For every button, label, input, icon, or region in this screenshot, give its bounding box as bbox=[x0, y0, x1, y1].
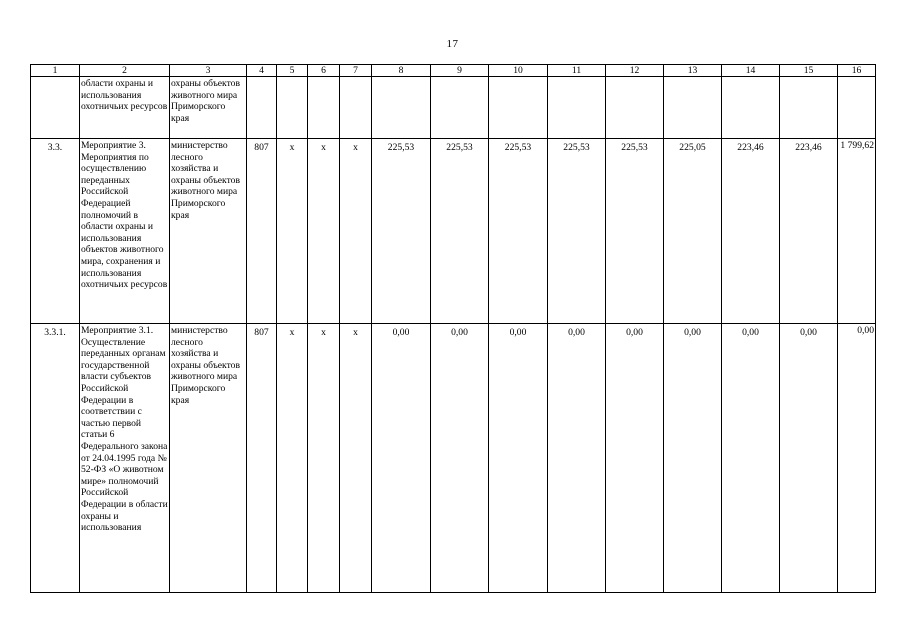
row-col5: x bbox=[277, 324, 308, 593]
row-value: 0,00 bbox=[722, 324, 780, 593]
row-col6: x bbox=[308, 324, 340, 593]
row-total bbox=[838, 77, 876, 139]
column-header: 15 bbox=[780, 65, 838, 77]
row-col7: x bbox=[340, 139, 372, 324]
column-header: 12 bbox=[606, 65, 664, 77]
row-total: 0,00 bbox=[838, 324, 876, 593]
row-value bbox=[664, 77, 722, 139]
column-header: 14 bbox=[722, 65, 780, 77]
row-value bbox=[780, 77, 838, 139]
row-value: 0,00 bbox=[606, 324, 664, 593]
column-header: 1 bbox=[31, 65, 80, 77]
row-name: Мероприятие 3. Мероприятия по осуществлению переданных Российской Федерацией полномочий в области охраны и использования объектов животного мира, сохранения и использования охотничьих ресурсов bbox=[80, 139, 170, 324]
row-value: 0,00 bbox=[664, 324, 722, 593]
row-col6: x bbox=[308, 139, 340, 324]
column-header: 9 bbox=[431, 65, 489, 77]
row-code: 807 bbox=[247, 139, 277, 324]
row-value: 0,00 bbox=[780, 324, 838, 593]
row-col5 bbox=[277, 77, 308, 139]
row-value: 225,53 bbox=[606, 139, 664, 324]
row-value: 225,53 bbox=[431, 139, 489, 324]
row-col6 bbox=[308, 77, 340, 139]
column-header: 8 bbox=[372, 65, 431, 77]
column-header: 7 bbox=[340, 65, 372, 77]
column-header: 2 bbox=[80, 65, 170, 77]
row-executor: министерство лесного хозяйства и охраны объектов животного мира Приморского края bbox=[170, 139, 247, 324]
row-value bbox=[606, 77, 664, 139]
column-header: 13 bbox=[664, 65, 722, 77]
row-value: 0,00 bbox=[489, 324, 548, 593]
row-name: Мероприятие 3.1. Осуществление переданных органам государственной власти субъектов Российской Федерации в соответствии с частью первой статьи 6 Федерального закона от 24.04.1995 года № 52-ФЗ «О животном мире» полномочий Российской Федерации в области охраны и использования bbox=[80, 324, 170, 593]
row-value bbox=[489, 77, 548, 139]
page-number: 17 bbox=[446, 38, 459, 50]
row-value: 225,05 bbox=[664, 139, 722, 324]
row-value bbox=[431, 77, 489, 139]
row-value bbox=[548, 77, 606, 139]
row-col7 bbox=[340, 77, 372, 139]
column-header: 4 bbox=[247, 65, 277, 77]
column-header: 11 bbox=[548, 65, 606, 77]
row-code: 807 bbox=[247, 324, 277, 593]
row-number bbox=[31, 77, 80, 139]
row-value: 225,53 bbox=[489, 139, 548, 324]
row-col5: x bbox=[277, 139, 308, 324]
column-header: 3 bbox=[170, 65, 247, 77]
row-value: 0,00 bbox=[372, 324, 431, 593]
row-total: 1 799,62 bbox=[838, 139, 876, 324]
row-value: 0,00 bbox=[548, 324, 606, 593]
row-value: 225,53 bbox=[372, 139, 431, 324]
row-code bbox=[247, 77, 277, 139]
column-header: 16 bbox=[838, 65, 876, 77]
column-header: 5 bbox=[277, 65, 308, 77]
row-name: области охраны и использования охотничьих ресурсов bbox=[80, 77, 170, 139]
row-value: 225,53 bbox=[548, 139, 606, 324]
row-executor: министерство лесного хозяйства и охраны объектов животного мира Приморского края bbox=[170, 324, 247, 593]
column-header: 6 bbox=[308, 65, 340, 77]
row-value: 223,46 bbox=[780, 139, 838, 324]
header-row bbox=[31, 65, 876, 77]
budget-table bbox=[30, 64, 876, 593]
row-value bbox=[722, 77, 780, 139]
row-number: 3.3.1. bbox=[31, 324, 80, 593]
table-row bbox=[31, 77, 876, 139]
row-col7: x bbox=[340, 324, 372, 593]
table-row bbox=[31, 139, 876, 324]
row-executor: охраны объектов животного мира Приморского края bbox=[170, 77, 247, 139]
row-value: 0,00 bbox=[431, 324, 489, 593]
column-header: 10 bbox=[489, 65, 548, 77]
row-value bbox=[372, 77, 431, 139]
row-value: 223,46 bbox=[722, 139, 780, 324]
row-number: 3.3. bbox=[31, 139, 80, 324]
table-row bbox=[31, 324, 876, 593]
